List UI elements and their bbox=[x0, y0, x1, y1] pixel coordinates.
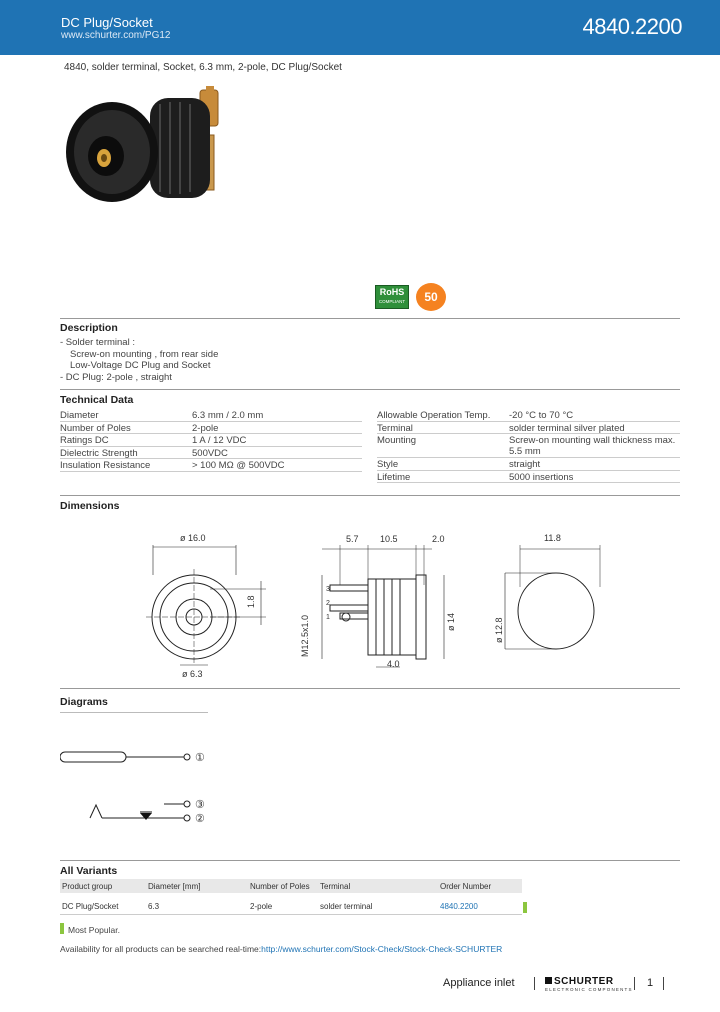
diagrams-rule bbox=[60, 688, 680, 689]
variants-header-row bbox=[60, 879, 522, 893]
product-subtitle: 4840, solder terminal, Socket, 6.3 mm, 2-pole, DC Plug/Socket bbox=[64, 62, 342, 73]
anniversary-badge: 50 bbox=[416, 283, 446, 311]
dim-side-d1: 5.7 bbox=[346, 534, 359, 544]
dim-side-d3: 2.0 bbox=[432, 534, 445, 544]
tech-row: Mounting Screw-on mounting wall thickness max. 5.5 mm bbox=[377, 434, 680, 458]
tech-row: Diameter 6.3 mm / 2.0 mm bbox=[60, 409, 362, 422]
technical-title: Technical Data bbox=[60, 394, 134, 406]
dim-front-inner: ø 6.3 bbox=[182, 669, 203, 679]
tech-row: Lifetime 5000 insertions bbox=[377, 471, 680, 484]
pin-diagram bbox=[60, 740, 240, 830]
legend-marker bbox=[60, 923, 64, 934]
description-line: - Solder terminal : bbox=[60, 337, 135, 348]
tech-row: Dielectric Strength 500VDC bbox=[60, 447, 362, 460]
footer-divider bbox=[534, 977, 535, 990]
category-title: DC Plug/Socket bbox=[61, 15, 153, 30]
pin2-label: ② bbox=[195, 813, 205, 825]
dimensions-rule bbox=[60, 495, 680, 496]
most-popular-marker bbox=[523, 902, 527, 913]
col-product-group: Product group bbox=[62, 882, 113, 891]
technical-right-table bbox=[377, 409, 680, 483]
footer-divider bbox=[663, 977, 664, 990]
description-title: Description bbox=[60, 322, 118, 334]
dim-side-d2: 10.5 bbox=[380, 534, 398, 544]
dim-side-pin3: 3 bbox=[326, 586, 330, 593]
col-terminal: Terminal bbox=[320, 882, 351, 891]
col-poles: Number of Poles bbox=[250, 882, 310, 891]
description-line: Screw-on mounting , from rear side bbox=[70, 348, 219, 360]
dimensions-title: Dimensions bbox=[60, 500, 120, 512]
technical-rule bbox=[60, 389, 680, 390]
order-number-link[interactable]: 4840.2200 bbox=[440, 902, 478, 911]
legend-text: Most Popular. bbox=[68, 925, 120, 935]
tech-row: Style straight bbox=[377, 458, 680, 471]
page-number: 1 bbox=[647, 977, 654, 989]
dim-side-pin1: 1 bbox=[326, 614, 330, 621]
tech-row: Allowable Operation Temp. -20 °C to 70 °C bbox=[377, 409, 680, 422]
dim-rear-dia: ø 12.8 bbox=[494, 617, 504, 643]
footer-label: Appliance inlet bbox=[443, 977, 515, 989]
pin3-label: ③ bbox=[195, 799, 205, 811]
description-line: Low-Voltage DC Plug and Socket bbox=[70, 360, 211, 371]
category-url[interactable]: www.schurter.com/PG12 bbox=[61, 30, 171, 41]
header-bar bbox=[0, 0, 720, 55]
description-body bbox=[60, 337, 218, 383]
footer-divider bbox=[634, 977, 635, 990]
description-line: - DC Plug: 2-pole , straight bbox=[60, 371, 172, 383]
tech-row: Number of Poles 2-pole bbox=[60, 422, 362, 435]
product-photo bbox=[60, 80, 230, 210]
availability-text: Availability for all products can be searched real-time: bbox=[60, 944, 262, 954]
tech-row: Insulation Resistance > 100 MΩ @ 500VDC bbox=[60, 459, 362, 472]
cell-product-group: DC Plug/Socket bbox=[62, 902, 119, 911]
tech-row: Ratings DC 1 A / 12 VDC bbox=[60, 434, 362, 447]
cell-terminal: solder terminal bbox=[320, 902, 373, 911]
rohs-badge: RoHS COMPLIANT bbox=[375, 285, 409, 309]
description-rule bbox=[60, 318, 680, 319]
variants-title: All Variants bbox=[60, 865, 118, 877]
dim-side-thread: M12.5x1.0 bbox=[300, 614, 310, 657]
footer-brand: SCHURTER ELECTRONIC COMPONENTS bbox=[545, 976, 633, 992]
cell-diameter: 6.3 bbox=[148, 902, 160, 911]
dim-front-offset: 1.8 bbox=[246, 595, 256, 608]
availability-note bbox=[60, 944, 502, 954]
diagrams-underline bbox=[60, 712, 208, 713]
diagrams-title: Diagrams bbox=[60, 696, 108, 708]
dim-side-dia: ø 14 bbox=[446, 612, 456, 631]
dim-rear-width: 11.8 bbox=[544, 533, 561, 543]
part-number: 4840.2200 bbox=[582, 14, 682, 39]
stock-check-link[interactable]: http://www.schurter.com/Stock-Check/Stock-Check-SCHURTER bbox=[261, 944, 503, 954]
tech-row: Terminal solder terminal silver plated bbox=[377, 422, 680, 435]
col-diameter: Diameter [mm] bbox=[148, 882, 201, 891]
brand-logo-icon bbox=[545, 977, 552, 984]
dim-side-depth: 4.0 bbox=[387, 659, 400, 669]
dimensions-drawing bbox=[60, 525, 680, 685]
pin1-label: ① bbox=[195, 752, 205, 764]
technical-left-table bbox=[60, 409, 362, 472]
dim-side-pin2: 2 bbox=[326, 600, 330, 607]
cell-poles: 2-pole bbox=[250, 902, 273, 911]
table-row[interactable] bbox=[60, 899, 522, 915]
dim-front-outer: ø 16.0 bbox=[180, 533, 206, 543]
variants-table bbox=[60, 879, 522, 915]
col-order-number: Order Number bbox=[440, 882, 492, 891]
variants-rule bbox=[60, 860, 680, 861]
